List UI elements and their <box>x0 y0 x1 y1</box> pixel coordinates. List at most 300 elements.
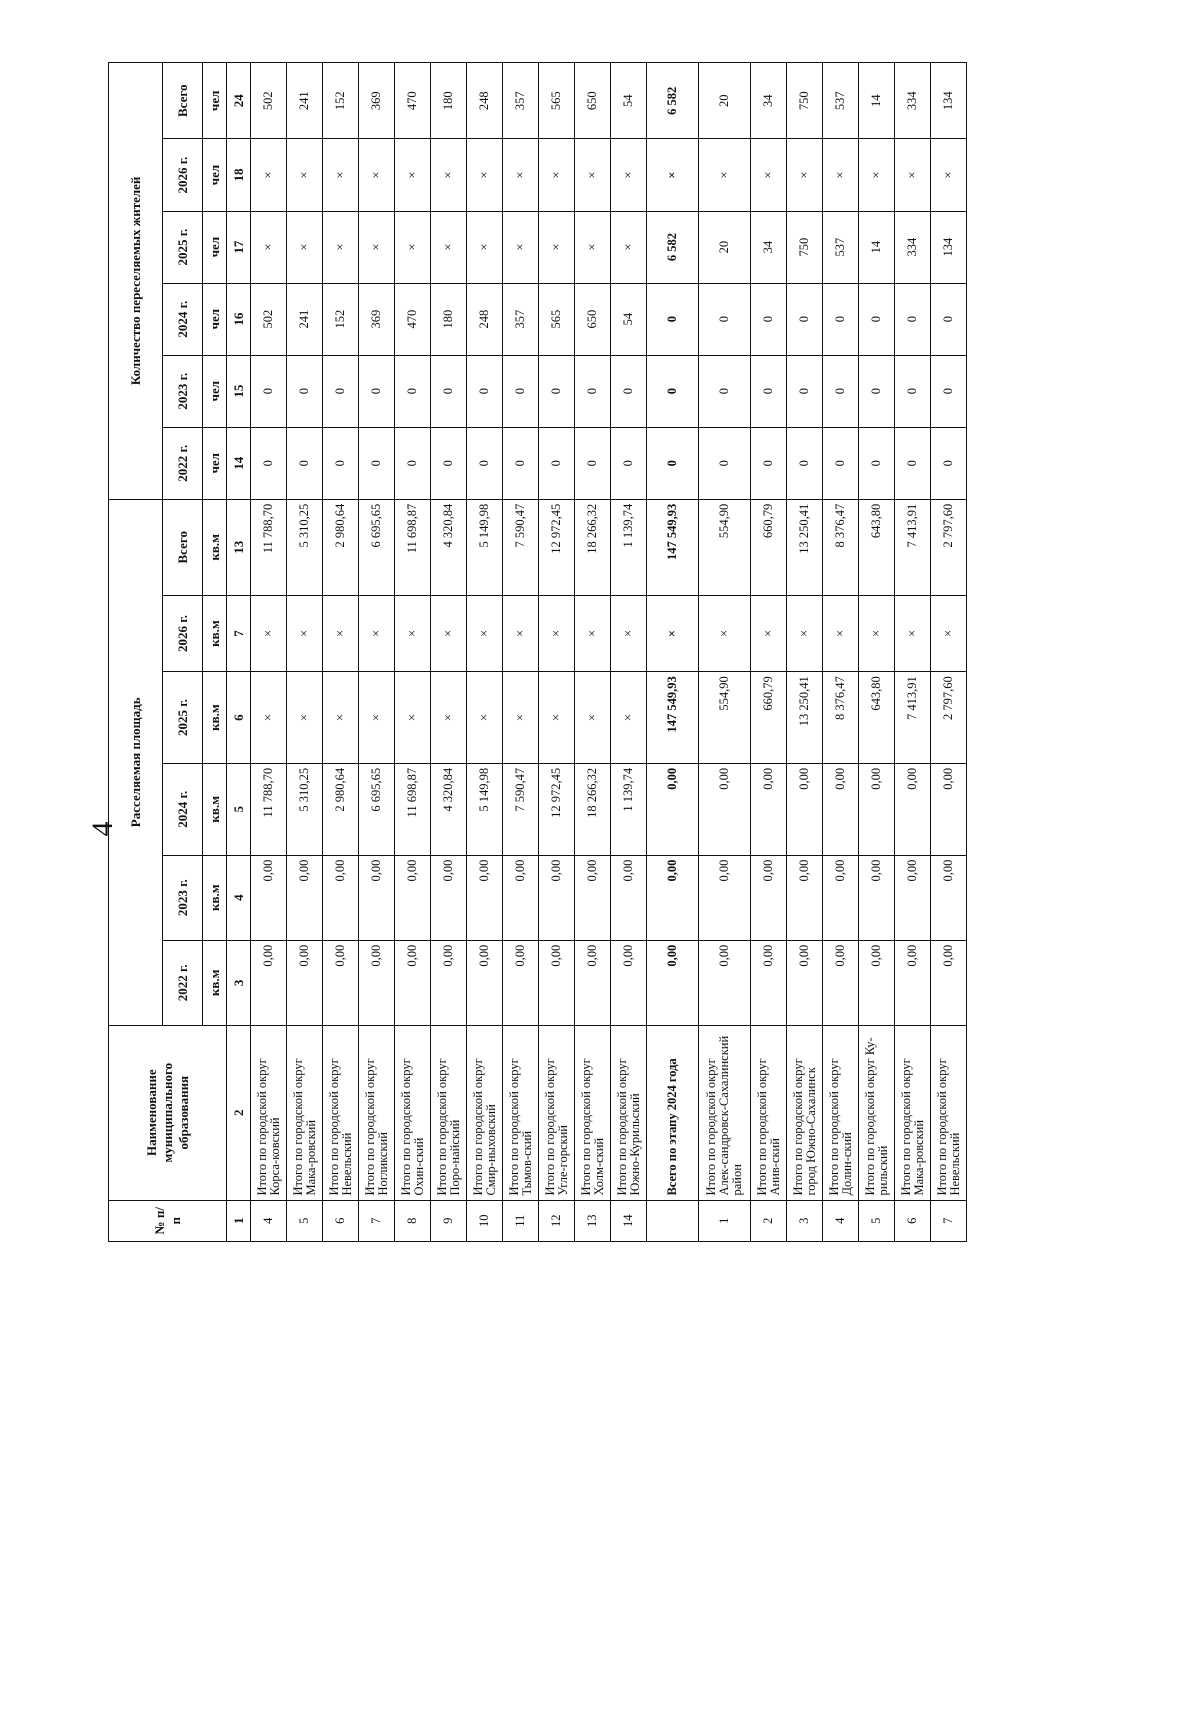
header-column-number: 5 <box>227 763 251 855</box>
table-row <box>787 63 823 1242</box>
municipality-name: Итого по городской округ Тымов-ский <box>503 1025 539 1200</box>
area-value: 643,80 <box>859 499 895 595</box>
people-value: × <box>359 211 395 283</box>
area-value: × <box>251 595 287 671</box>
area-value: 0,00 <box>251 940 287 1025</box>
area-value: 0,00 <box>931 763 967 855</box>
area-value: 0,00 <box>431 855 467 940</box>
rotated-table-container <box>108 62 1200 1242</box>
municipality-name: Итого по городской округ Невельский <box>931 1025 967 1200</box>
header-area-year: 2025 г. <box>163 672 203 764</box>
area-value: × <box>539 595 575 671</box>
people-value: × <box>395 211 431 283</box>
header-column-numbers-row <box>227 63 251 1242</box>
people-value: 0 <box>611 355 647 427</box>
header-column-number: 4 <box>227 855 251 940</box>
area-value: 0,00 <box>431 940 467 1025</box>
people-value: 180 <box>431 283 467 355</box>
area-value: × <box>395 672 431 764</box>
table-row <box>611 63 647 1242</box>
area-value: 0,00 <box>467 940 503 1025</box>
people-value: 0 <box>823 427 859 499</box>
area-value: 5 149,98 <box>467 763 503 855</box>
table-row <box>323 63 359 1242</box>
municipality-name: Итого по городской округ Холм-ский <box>575 1025 611 1200</box>
header-area-unit: кв.м <box>203 940 227 1025</box>
municipality-name: Всего по этапу 2024 года <box>647 1025 699 1200</box>
area-value: × <box>287 595 323 671</box>
people-value: 334 <box>895 211 931 283</box>
people-value: × <box>539 211 575 283</box>
people-value: 0 <box>751 427 787 499</box>
people-value: 0 <box>787 355 823 427</box>
header-area-year: 2023 г. <box>163 855 203 940</box>
people-value: × <box>575 211 611 283</box>
area-value: 0,00 <box>395 855 431 940</box>
header-people-unit: чел <box>203 283 227 355</box>
header-area-year: Всего <box>163 499 203 595</box>
people-value: 241 <box>287 283 323 355</box>
row-number: 7 <box>931 1200 967 1241</box>
area-value: × <box>895 595 931 671</box>
area-value: 0,00 <box>699 940 751 1025</box>
people-value: 0 <box>859 355 895 427</box>
people-value: 502 <box>251 63 287 140</box>
area-value: 7 413,91 <box>895 499 931 595</box>
people-value: 537 <box>823 211 859 283</box>
area-value: 0,00 <box>699 763 751 855</box>
area-value: 0,00 <box>751 940 787 1025</box>
area-value: 660,79 <box>751 672 787 764</box>
area-value: 5 149,98 <box>467 499 503 595</box>
area-value: × <box>539 672 575 764</box>
people-value: 0 <box>539 427 575 499</box>
area-value: 0,00 <box>647 855 699 940</box>
area-value: 0,00 <box>359 940 395 1025</box>
header-name: Наименование муниципального образования <box>109 1025 227 1200</box>
header-column-number: 24 <box>227 63 251 140</box>
area-value: 1 139,74 <box>611 763 647 855</box>
people-value: 650 <box>575 63 611 140</box>
municipality-name: Итого по городской округ Анив-ский <box>751 1025 787 1200</box>
people-value: × <box>503 211 539 283</box>
area-value: 147 549,93 <box>647 499 699 595</box>
header-column-number: 2 <box>227 1025 251 1200</box>
people-value: × <box>251 211 287 283</box>
people-value: 750 <box>787 211 823 283</box>
area-value: 11 788,70 <box>251 763 287 855</box>
header-people-unit: чел <box>203 63 227 140</box>
area-value: × <box>359 595 395 671</box>
people-value: × <box>751 139 787 211</box>
area-value: 18 266,32 <box>575 763 611 855</box>
area-value: 0,00 <box>647 763 699 855</box>
header-column-number: 17 <box>227 211 251 283</box>
people-value: 0 <box>751 355 787 427</box>
people-value: 470 <box>395 283 431 355</box>
area-value: × <box>251 672 287 764</box>
area-value: 13 250,41 <box>787 672 823 764</box>
area-value: 8 376,47 <box>823 499 859 595</box>
area-value: 0,00 <box>751 763 787 855</box>
area-value: 7 590,47 <box>503 499 539 595</box>
table-body <box>251 63 967 1242</box>
people-value: 0 <box>287 355 323 427</box>
row-number: 3 <box>787 1200 823 1241</box>
area-value: × <box>575 595 611 671</box>
area-value: 554,90 <box>699 672 751 764</box>
municipality-name: Итого по городской округ Алек-сандровск-Сахалинский район <box>699 1025 751 1200</box>
table-row <box>575 63 611 1242</box>
area-value: 660,79 <box>751 499 787 595</box>
people-value: × <box>467 211 503 283</box>
row-number: 4 <box>823 1200 859 1241</box>
area-value: × <box>647 595 699 671</box>
row-number: 4 <box>251 1200 287 1241</box>
header-area-unit: кв.м <box>203 855 227 940</box>
people-value: 0 <box>647 355 699 427</box>
municipality-name: Итого по городской округ Южно-Курильский <box>611 1025 647 1200</box>
row-number: 12 <box>539 1200 575 1241</box>
people-value: 14 <box>859 211 895 283</box>
area-value: 11 698,87 <box>395 763 431 855</box>
header-people-year: 2023 г. <box>163 355 203 427</box>
municipality-name: Итого по городской округ Мака-ровский <box>895 1025 931 1200</box>
people-value: 241 <box>287 63 323 140</box>
people-value: 357 <box>503 283 539 355</box>
area-value: 643,80 <box>859 672 895 764</box>
area-value: 0,00 <box>787 855 823 940</box>
people-value: 0 <box>575 427 611 499</box>
people-value: 0 <box>859 427 895 499</box>
area-value: 0,00 <box>859 940 895 1025</box>
row-number: 13 <box>575 1200 611 1241</box>
people-value: 54 <box>611 283 647 355</box>
area-value: 5 310,25 <box>287 763 323 855</box>
table-row <box>431 63 467 1242</box>
people-value: 14 <box>859 63 895 140</box>
people-value: 537 <box>823 63 859 140</box>
area-value: × <box>611 672 647 764</box>
header-people-year: 2025 г. <box>163 211 203 283</box>
header-area-unit: кв.м <box>203 763 227 855</box>
row-number: 6 <box>323 1200 359 1241</box>
header-area-group: Расселяемая площадь <box>109 499 163 1025</box>
area-value: 2 980,64 <box>323 499 359 595</box>
area-value: 13 250,41 <box>787 499 823 595</box>
people-value: 0 <box>699 355 751 427</box>
people-value: 152 <box>323 63 359 140</box>
people-value: × <box>611 139 647 211</box>
municipality-name: Итого по городской округ Долин-ский <box>823 1025 859 1200</box>
municipality-name: Итого по городской округ Охин-ский <box>395 1025 431 1200</box>
table-row <box>647 63 699 1242</box>
area-value: 0,00 <box>503 855 539 940</box>
people-value: 334 <box>895 63 931 140</box>
area-value: 0,00 <box>787 763 823 855</box>
row-number: 1 <box>699 1200 751 1241</box>
area-value: 0,00 <box>611 855 647 940</box>
people-value: 6 582 <box>647 63 699 140</box>
area-value: 12 972,45 <box>539 763 575 855</box>
resettlement-table <box>108 62 967 1242</box>
area-value: × <box>503 595 539 671</box>
people-value: × <box>823 139 859 211</box>
table-row <box>751 63 787 1242</box>
people-value: 0 <box>251 355 287 427</box>
area-value: 11 698,87 <box>395 499 431 595</box>
people-value: × <box>503 139 539 211</box>
people-value: 0 <box>823 283 859 355</box>
area-value: 0,00 <box>859 763 895 855</box>
people-value: × <box>467 139 503 211</box>
area-value: 0,00 <box>395 940 431 1025</box>
area-value: 0,00 <box>287 855 323 940</box>
people-value: 0 <box>931 355 967 427</box>
table-row <box>539 63 575 1242</box>
people-value: 0 <box>575 355 611 427</box>
header-column-number: 16 <box>227 283 251 355</box>
municipality-name: Итого по городской округ Ку-рильский <box>859 1025 895 1200</box>
people-value: 565 <box>539 283 575 355</box>
area-value: 5 310,25 <box>287 499 323 595</box>
header-column-number: 3 <box>227 940 251 1025</box>
area-value: 7 590,47 <box>503 763 539 855</box>
area-value: 0,00 <box>575 855 611 940</box>
area-value: 147 549,93 <box>647 672 699 764</box>
people-value: 0 <box>359 427 395 499</box>
area-value: 11 788,70 <box>251 499 287 595</box>
area-value: 0,00 <box>699 855 751 940</box>
people-value: 0 <box>931 283 967 355</box>
area-value: × <box>359 672 395 764</box>
people-value: 0 <box>323 427 359 499</box>
area-value: 0,00 <box>895 763 931 855</box>
people-value: 0 <box>647 427 699 499</box>
people-value: 6 582 <box>647 211 699 283</box>
header-people-year: 2022 г. <box>163 427 203 499</box>
people-value: 180 <box>431 63 467 140</box>
people-value: 650 <box>575 283 611 355</box>
table-header <box>109 63 251 1242</box>
people-value: 54 <box>611 63 647 140</box>
header-people-year: 2024 г. <box>163 283 203 355</box>
people-value: 248 <box>467 63 503 140</box>
area-value: × <box>431 595 467 671</box>
header-area-year: 2024 г. <box>163 763 203 855</box>
people-value: 502 <box>251 283 287 355</box>
area-value: 0,00 <box>359 855 395 940</box>
people-value: × <box>575 139 611 211</box>
area-value: 0,00 <box>647 940 699 1025</box>
municipality-name: Итого по городской округ Невельский <box>323 1025 359 1200</box>
area-value: × <box>287 672 323 764</box>
header-column-number: 15 <box>227 355 251 427</box>
table-row <box>859 63 895 1242</box>
area-value: 4 320,84 <box>431 763 467 855</box>
row-number: 7 <box>359 1200 395 1241</box>
row-number: 11 <box>503 1200 539 1241</box>
people-value: 0 <box>503 427 539 499</box>
header-people-year: Всего <box>163 63 203 140</box>
area-value: 0,00 <box>287 940 323 1025</box>
header-column-number: 13 <box>227 499 251 595</box>
header-area-year: 2026 г. <box>163 595 203 671</box>
header-num: № п/п <box>109 1200 227 1241</box>
municipality-name: Итого по городской округ Смир-ныховский <box>467 1025 503 1200</box>
header-column-number: 6 <box>227 672 251 764</box>
area-value: 0,00 <box>751 855 787 940</box>
header-area-unit: кв.м <box>203 672 227 764</box>
people-value: × <box>287 139 323 211</box>
people-value: 134 <box>931 211 967 283</box>
people-value: 0 <box>699 283 751 355</box>
people-value: 248 <box>467 283 503 355</box>
header-people-group: Количество переселяемых жителей <box>109 63 163 500</box>
people-value: × <box>647 139 699 211</box>
area-value: × <box>699 595 751 671</box>
people-value: 0 <box>395 427 431 499</box>
area-value: × <box>467 595 503 671</box>
table-row <box>823 63 859 1242</box>
people-value: 357 <box>503 63 539 140</box>
area-value: × <box>931 595 967 671</box>
people-value: 0 <box>859 283 895 355</box>
header-people-year: 2026 г. <box>163 139 203 211</box>
area-value: 0,00 <box>931 940 967 1025</box>
municipality-name: Итого по городской округ Ногликский <box>359 1025 395 1200</box>
people-value: 0 <box>699 427 751 499</box>
header-people-unit: чел <box>203 427 227 499</box>
header-column-number: 14 <box>227 427 251 499</box>
area-value: × <box>467 672 503 764</box>
header-area-unit: кв.м <box>203 499 227 595</box>
row-number: 6 <box>895 1200 931 1241</box>
municipality-name: Итого по городской округ Поро-найский <box>431 1025 467 1200</box>
people-value: 34 <box>751 211 787 283</box>
people-value: × <box>323 139 359 211</box>
people-value: × <box>895 139 931 211</box>
people-value: × <box>699 139 751 211</box>
people-value: 369 <box>359 63 395 140</box>
people-value: × <box>859 139 895 211</box>
people-value: 0 <box>895 283 931 355</box>
people-value: × <box>539 139 575 211</box>
people-value: × <box>611 211 647 283</box>
area-value: 0,00 <box>823 763 859 855</box>
people-value: × <box>359 139 395 211</box>
area-value: 0,00 <box>859 855 895 940</box>
area-value: 6 695,65 <box>359 499 395 595</box>
table-row <box>895 63 931 1242</box>
people-value: 750 <box>787 63 823 140</box>
people-value: 0 <box>431 427 467 499</box>
area-value: × <box>323 672 359 764</box>
people-value: × <box>431 211 467 283</box>
header-column-number: 7 <box>227 595 251 671</box>
people-value: 20 <box>699 211 751 283</box>
people-value: × <box>395 139 431 211</box>
area-value: × <box>323 595 359 671</box>
people-value: 0 <box>647 283 699 355</box>
area-value: 0,00 <box>931 855 967 940</box>
area-value: 0,00 <box>895 940 931 1025</box>
row-number: 8 <box>395 1200 431 1241</box>
people-value: 152 <box>323 283 359 355</box>
people-value: 0 <box>395 355 431 427</box>
area-value: 2 797,60 <box>931 499 967 595</box>
table-row <box>503 63 539 1242</box>
row-number <box>647 1200 699 1241</box>
area-value: × <box>823 595 859 671</box>
area-value: 8 376,47 <box>823 672 859 764</box>
header-people-unit: чел <box>203 139 227 211</box>
people-value: 0 <box>823 355 859 427</box>
row-number: 9 <box>431 1200 467 1241</box>
municipality-name: Итого по городской округ Корса-ковский <box>251 1025 287 1200</box>
area-value: 0,00 <box>823 855 859 940</box>
people-value: 0 <box>787 283 823 355</box>
people-value: 0 <box>251 427 287 499</box>
area-value: × <box>859 595 895 671</box>
area-value: 0,00 <box>323 855 359 940</box>
row-number: 2 <box>751 1200 787 1241</box>
people-value: 0 <box>287 427 323 499</box>
people-value: 0 <box>751 283 787 355</box>
people-value: 0 <box>503 355 539 427</box>
table-row <box>359 63 395 1242</box>
row-number: 10 <box>467 1200 503 1241</box>
area-value: 0,00 <box>503 940 539 1025</box>
area-value: 2 980,64 <box>323 763 359 855</box>
header-area-year: 2022 г. <box>163 940 203 1025</box>
row-number: 5 <box>859 1200 895 1241</box>
people-value: 34 <box>751 63 787 140</box>
table-row <box>251 63 287 1242</box>
table-row <box>287 63 323 1242</box>
row-number: 14 <box>611 1200 647 1241</box>
header-people-unit: чел <box>203 211 227 283</box>
people-value: × <box>787 139 823 211</box>
area-value: 0,00 <box>823 940 859 1025</box>
row-number: 5 <box>287 1200 323 1241</box>
people-value: × <box>431 139 467 211</box>
people-value: 134 <box>931 63 967 140</box>
area-value: × <box>431 672 467 764</box>
people-value: 0 <box>895 355 931 427</box>
area-value: × <box>503 672 539 764</box>
area-value: 0,00 <box>251 855 287 940</box>
area-value: 2 797,60 <box>931 672 967 764</box>
people-value: 0 <box>895 427 931 499</box>
people-value: × <box>931 139 967 211</box>
people-value: 0 <box>431 355 467 427</box>
people-value: 0 <box>359 355 395 427</box>
area-value: 0,00 <box>895 855 931 940</box>
area-value: × <box>787 595 823 671</box>
area-value: 554,90 <box>699 499 751 595</box>
people-value: 0 <box>323 355 359 427</box>
area-value: × <box>751 595 787 671</box>
people-value: 369 <box>359 283 395 355</box>
header-people-unit: чел <box>203 355 227 427</box>
area-value: 0,00 <box>539 855 575 940</box>
area-value: 4 320,84 <box>431 499 467 595</box>
municipality-name: Итого по городской округ Мака-ровский <box>287 1025 323 1200</box>
area-value: 12 972,45 <box>539 499 575 595</box>
area-value: 6 695,65 <box>359 763 395 855</box>
people-value: 0 <box>611 427 647 499</box>
